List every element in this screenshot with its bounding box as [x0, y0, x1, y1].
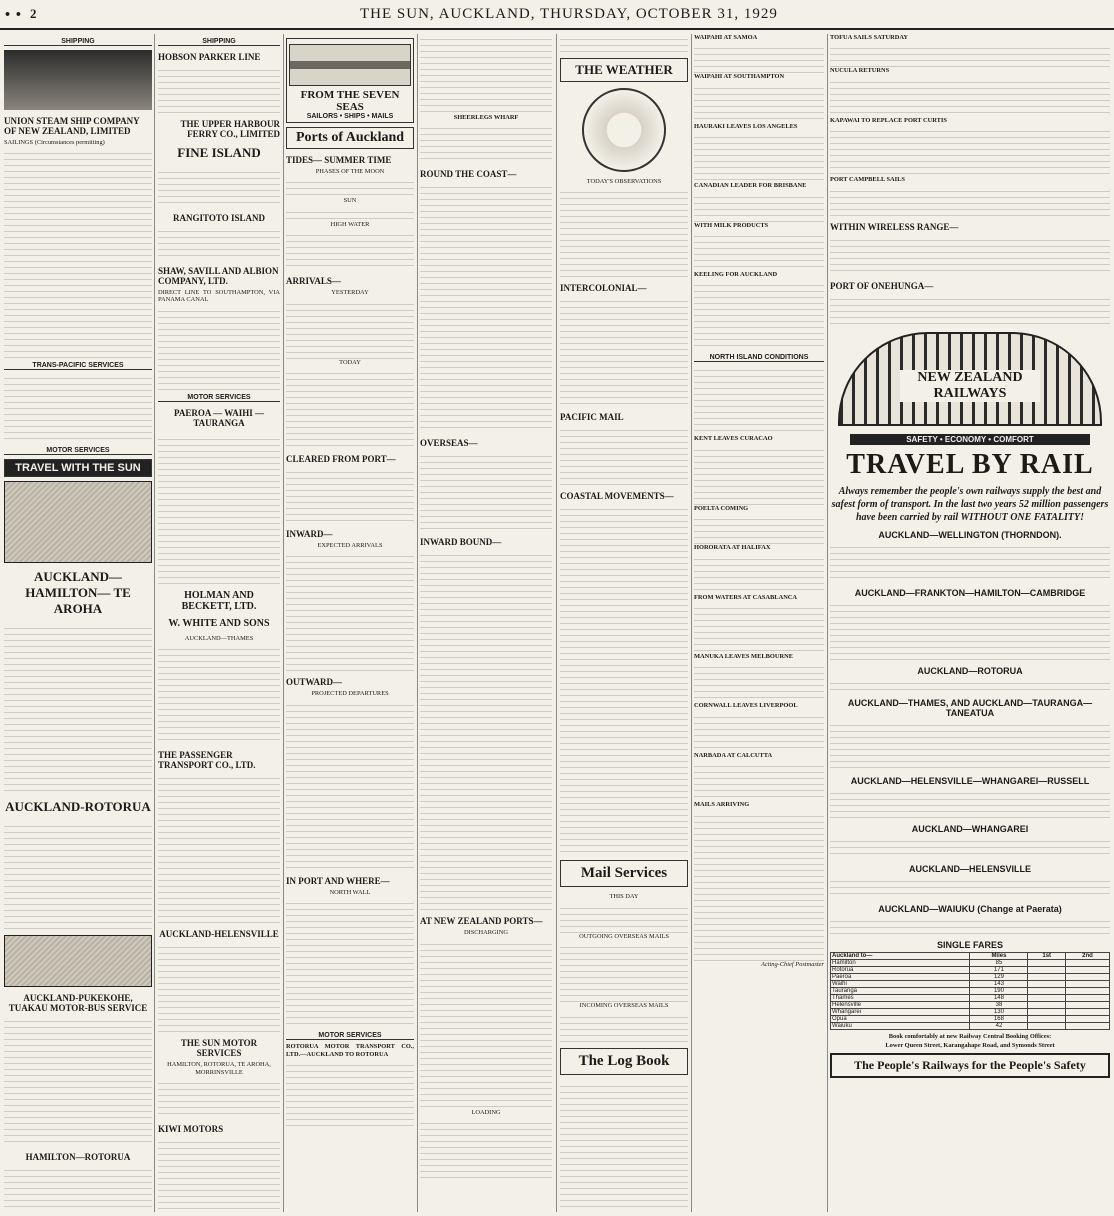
fares-cell: 171 [970, 966, 1028, 973]
column-ports [286, 34, 414, 1212]
text-block [694, 712, 824, 752]
ad-title: THE PASSENGER TRANSPORT CO., LTD. [158, 750, 256, 771]
fares-cell: Auckland to— [831, 952, 970, 959]
headline: KENT LEAVES CURACAO [694, 435, 773, 443]
sub-heading: INCOMING OVERSEAS MAILS [579, 1002, 669, 1010]
sub-heading: SUN [343, 197, 357, 205]
ports-heading-box [286, 127, 414, 149]
section-heading: ROUND THE COAST— [420, 169, 517, 180]
text-block [420, 34, 552, 114]
section-heading: AT NEW ZEALAND PORTS— [420, 916, 543, 927]
text-block [420, 939, 552, 1109]
fares-cell: Opua [831, 1015, 970, 1022]
text-block [158, 942, 280, 1032]
text-block [694, 514, 824, 544]
logo-subtitle: SAFETY • ECONOMY • COMFORT [850, 434, 1090, 445]
news-left [830, 34, 1110, 216]
text-block [694, 761, 824, 801]
text-block [694, 280, 824, 350]
fares-cell: 2nd [1065, 952, 1109, 959]
banner-title: FROM THE SEVEN SEAS [300, 89, 400, 113]
fares-cell: Waiuku [831, 1022, 970, 1029]
headline: KAPAWAI TO REPLACE PORT CURTIS [830, 116, 947, 124]
fares-cell [1028, 1008, 1066, 1015]
fares-cell [1065, 973, 1109, 980]
ad-title: KIWI MOTORS [158, 1124, 224, 1135]
text-block [830, 126, 1110, 176]
text-block [694, 132, 824, 182]
fares-row [831, 952, 1110, 959]
text-block [694, 231, 824, 271]
text-block [158, 226, 280, 260]
route-heading: AUCKLAND—THAMES, AND AUCKLAND—TAURANGA—TANEATUA [847, 697, 1093, 718]
fares-body [831, 952, 1110, 1029]
ad-title: AUCKLAND-PUKEKOHE, TUAKAU MOTOR-BUS SERVICE [8, 993, 148, 1014]
fares-cell [1028, 959, 1066, 966]
page-marker: • • [4, 8, 22, 21]
ad-subtitle: AUCKLAND—THAMES [184, 634, 254, 642]
text-block [560, 903, 688, 933]
fares-cell [1028, 1022, 1066, 1029]
banner-subtitle: SAILORS • SHIPS • MAILS [306, 113, 394, 120]
fares-cell [1065, 1001, 1109, 1008]
ad-title: HAMILTON—ROTORUA [25, 1152, 131, 1163]
headline: MAILS ARRIVING [694, 801, 750, 809]
rail-slogan: Always remember the people's own railways supply the best and safest form of transport. In the last two years 52 million passengers have been carried by rail WITHOUT ONE FATALITY! [831, 485, 1109, 523]
section-heading: SHIPPING [4, 38, 152, 46]
railways-logo-text: NEW ZEALAND RAILWAYS [900, 370, 1040, 402]
text-block [286, 551, 414, 671]
fares-row [831, 973, 1110, 980]
sub-heading: LOADING [471, 1108, 501, 1116]
text-block [420, 550, 552, 910]
text-block [560, 425, 688, 485]
ad-title: AUCKLAND— HAMILTON— TE AROHA [25, 569, 131, 617]
route-heading: AUCKLAND—WAIUKU (Change at Paerata) [878, 903, 1062, 914]
fares-row [831, 959, 1110, 966]
section-heading: CLEARED FROM PORT— [286, 454, 396, 465]
section-heading: ARRIVALS— [286, 276, 341, 287]
column-coast [420, 34, 552, 1212]
fares-cell: 143 [970, 980, 1028, 987]
column-rule [556, 34, 557, 1212]
ad-title: SHAW, SAVILL AND ALBION COMPANY, LTD. [158, 266, 279, 286]
booking-note: Book comfortably at new Railway Central Booking Offices: [888, 1032, 1052, 1040]
headline: WAIPAHI AT SOUTHAMPTON [694, 73, 785, 81]
section-heading: PACIFIC MAIL [560, 412, 624, 423]
fares-row [831, 1015, 1110, 1022]
sub-heading: OUTGOING OVERSEAS MAILS [579, 932, 669, 940]
timetable [830, 600, 1110, 660]
fares-cell [1028, 994, 1066, 1001]
ship-illustration [289, 44, 411, 86]
section-heading: WITHIN WIRELESS RANGE— [830, 221, 959, 232]
ad-subtitle: DIRECT LINE TO SOUTHAMPTON, VIA PANAMA CANAL [158, 289, 280, 304]
timetable [830, 836, 1110, 858]
bus-photo [4, 935, 152, 987]
timetable [830, 720, 1110, 770]
route-heading: AUCKLAND—ROTORUA [917, 665, 1023, 676]
bus-photo [4, 481, 152, 563]
section-heading: MOTOR SERVICES [158, 394, 280, 402]
text-block [694, 83, 824, 123]
ad-title: W. WHITE AND SONS [168, 617, 270, 629]
ad-title: HOBSON PARKER LINE [158, 52, 261, 62]
fares-cell: Paeroa [831, 973, 970, 980]
section-heading: MOTOR SERVICES [4, 447, 152, 455]
fares-cell [1028, 980, 1066, 987]
text-block [694, 554, 824, 594]
sub-heading: SHEERLEGS WHARF [453, 114, 519, 121]
fares-cell [1028, 1001, 1066, 1008]
text-block [420, 1118, 552, 1178]
ad-title: UNION STEAM SHIP COMPANY OF NEW ZEALAND, LIMITED [4, 116, 140, 136]
headline: FROM WATERS AT CASABLANCA [694, 593, 798, 601]
fares-cell: Miles [970, 952, 1028, 959]
fares-cell: Waihi [831, 980, 970, 987]
timetable-block [158, 306, 280, 390]
section-heading: SHIPPING [158, 38, 280, 46]
section-heading: INTERCOLONIAL— [560, 283, 647, 294]
booking-note: Lower Queen Street, Karangahape Road, and Symonds Street [885, 1042, 1055, 1050]
text-block [694, 43, 824, 73]
ad-subtitle: HAMILTON, ROTORUA, TE AROHA, MORRINSVILLE [167, 1061, 271, 1076]
fares-row [831, 1001, 1110, 1008]
seven-seas-banner [286, 38, 414, 123]
headline: NARBADA AT CALCUTTA [694, 751, 773, 759]
sub-heading: PHASES OF THE MOON [315, 168, 385, 175]
ports-heading: Ports of Auckland [295, 130, 405, 145]
text-block [4, 623, 152, 793]
text-block [694, 445, 824, 505]
text-block [560, 504, 688, 854]
text-block [830, 294, 1110, 324]
fares-cell: 190 [970, 987, 1028, 994]
headline: WAIPAHI AT SAMOA [694, 34, 758, 41]
ad-title: THE SUN MOTOR SERVICES [180, 1038, 258, 1059]
sub-heading: EXPECTED ARRIVALS [317, 542, 383, 550]
text-block [286, 177, 414, 197]
route-heading: AUCKLAND—WELLINGTON (THORNDON). [878, 529, 1062, 540]
headline: HORORATA AT HALIFAX [694, 544, 771, 552]
fares-cell: Tauranga [831, 987, 970, 994]
fares-cell [1028, 987, 1066, 994]
travel-banner [4, 459, 152, 477]
fares-cell [1028, 966, 1066, 973]
railway-footer: The People's Railways for the People's Safety [830, 1053, 1110, 1078]
headline: MANUKA LEAVES MELBOURNE [694, 653, 793, 661]
ad-title: PAEROA — WAIHI — TAURANGA [174, 407, 264, 428]
section-heading: OUTWARD— [286, 677, 343, 688]
fares-row [831, 1022, 1110, 1029]
fares-cell [1065, 1015, 1109, 1022]
ad-title: THE UPPER HARBOUR FERRY CO., LIMITED [180, 119, 280, 139]
text-block [420, 182, 552, 432]
fares-cell: Thames [831, 994, 970, 1001]
text-block [560, 187, 688, 277]
section-heading: MOTOR SERVICES [286, 1032, 414, 1040]
text-block [4, 148, 152, 358]
masthead [0, 6, 1114, 30]
section-heading: COASTAL MOVEMENTS— [560, 491, 674, 502]
ad-title: FINE ISLAND [177, 145, 261, 160]
fares-cell [1028, 1015, 1066, 1022]
fares-cell [1065, 980, 1109, 987]
section-heading: NORTH ISLAND CONDITIONS [694, 354, 824, 362]
sub-heading: TODAY'S OBSERVATIONS [586, 178, 662, 185]
text-block [286, 230, 414, 270]
flag-illustration [4, 50, 152, 110]
fares-cell [1028, 973, 1066, 980]
timetable [830, 876, 1110, 898]
section-heading: PORT OF ONEHUNGA— [830, 280, 934, 291]
fares-heading: SINGLE FARES [936, 939, 1003, 950]
text-block [286, 368, 414, 448]
headline: HAURAKI LEAVES LOS ANGELES [694, 122, 798, 130]
text-block [286, 700, 414, 870]
headline: WITH MILK PRODUCTS [694, 221, 769, 229]
sub-heading: DISCHARGING [463, 929, 509, 937]
fares-table [830, 952, 1110, 1030]
fares-cell: 129 [970, 973, 1028, 980]
fares-cell [1065, 994, 1109, 1001]
text-block [830, 77, 1110, 117]
text-block [158, 1078, 280, 1118]
ad-title: AUCKLAND-HELENSVILLE [159, 929, 279, 940]
travel-banner-text: TRAVEL WITH THE SUN [15, 462, 141, 475]
railways-logo [838, 332, 1102, 426]
fares-row [831, 980, 1110, 987]
headline: TOFUA SAILS SATURDAY [830, 34, 909, 41]
fares-cell [1065, 966, 1109, 973]
fares-row [831, 966, 1110, 973]
text-block [158, 773, 280, 923]
weather-table [694, 365, 824, 435]
fares-cell: 1st [1028, 952, 1066, 959]
route-heading: AUCKLAND—FRANKTON—HAMILTON—CAMBRIDGE [854, 587, 1086, 598]
ad-title: RANGITOTO ISLAND [173, 213, 265, 223]
fares-cell: 130 [970, 1008, 1028, 1015]
sub-heading: YESTERDAY [331, 289, 369, 297]
column-rule [154, 34, 155, 1212]
text-block [830, 186, 1110, 216]
ad-title: AUCKLAND-ROTORUA [5, 799, 151, 815]
sub-heading: NORTH WALL [329, 888, 371, 896]
fares-row [831, 1008, 1110, 1015]
ad-title: HOLMAN AND BECKETT, LTD. [181, 589, 257, 612]
text-block [4, 1016, 152, 1146]
route-heading: AUCKLAND—WHANGAREI [911, 823, 1029, 834]
fares-cell: 148 [970, 994, 1028, 1001]
text-block [158, 1137, 280, 1212]
section-heading: TRANS-PACIFIC SERVICES [4, 362, 152, 370]
text-block [286, 898, 414, 1028]
sub-heading: HIGH WATER [330, 220, 370, 228]
fares-cell: 42 [970, 1022, 1028, 1029]
sub-heading: PROJECTED DEPARTURES [311, 690, 389, 698]
section-heading: TIDES— SUMMER TIME [286, 155, 392, 165]
sub-heading: TODAY [339, 358, 361, 366]
headline: POELTA COMING [694, 504, 749, 512]
text-block [158, 644, 280, 744]
timetable [830, 788, 1110, 818]
text-block [560, 942, 688, 1002]
text-block [560, 296, 688, 406]
column-rule [417, 34, 418, 1212]
route-heading: AUCKLAND—HELENSVILLE [908, 863, 1031, 874]
fares-cell [1065, 987, 1109, 994]
log-book-heading: The Log Book [560, 1048, 688, 1075]
text-block [4, 1165, 152, 1212]
fares-cell [1065, 959, 1109, 966]
ad-title: ROTORUA MOTOR TRANSPORT CO., LTD.—AUCKLAND TO ROTORUA [286, 1043, 414, 1058]
route-heading: AUCKLAND—HELENSVILLE—WHANGAREI—RUSSELL [850, 775, 1090, 786]
column-rule [283, 34, 284, 1212]
column-railways [830, 34, 1110, 1212]
column-weather [560, 34, 688, 1212]
headline: NUCULA RETURNS [830, 67, 890, 75]
section-heading: INWARD BOUND— [420, 537, 502, 548]
headline: KEELING FOR AUCKLAND [694, 271, 778, 279]
page-number: 2 [30, 6, 37, 21]
headline: CORNWALL LEAVES LIVERPOOL [694, 702, 798, 710]
column-shipping-1 [4, 34, 152, 1212]
newspaper-title: THE SUN, AUCKLAND, THURSDAY, OCTOBER 31, 1929 [360, 6, 778, 22]
mail-services-heading: Mail Services [560, 860, 688, 887]
signature: Acting-Chief Postmaster [760, 960, 824, 968]
text-block [694, 811, 824, 961]
text-block [286, 207, 414, 221]
headline: PORT CAMPBELL SAILS [830, 176, 905, 184]
travel-by-rail-heading: TRAVEL BY RAIL [846, 448, 1094, 480]
text-block [420, 451, 552, 531]
text-block [158, 434, 280, 584]
fares-cell: Rotorua [831, 966, 970, 973]
column-rule [827, 34, 828, 1212]
column-shipping-2 [158, 34, 280, 1212]
text-block [158, 65, 280, 113]
weather-heading: THE WEATHER [560, 58, 688, 82]
ad-subtitle: SAILINGS (Circumstances permitting) [4, 139, 105, 146]
text-block [830, 43, 1110, 67]
text-block [286, 1060, 414, 1130]
fares-cell: Hamilton [831, 959, 970, 966]
headline: CANADIAN LEADER FOR BRISBANE [694, 182, 807, 190]
fares-cell: 85 [970, 959, 1028, 966]
fares-cell: Helensville [831, 1001, 970, 1008]
text-block [4, 373, 152, 443]
text-block [830, 235, 1110, 275]
text-block [420, 123, 552, 163]
fares-row [831, 987, 1110, 994]
top-news-row [830, 34, 1110, 216]
timetable [830, 916, 1110, 934]
fares-cell: 168 [970, 1015, 1028, 1022]
text-block [694, 603, 824, 653]
fares-cell: Whangarei [831, 1008, 970, 1015]
column-news [694, 34, 824, 1212]
fares-row [831, 994, 1110, 1001]
text-block [560, 34, 688, 54]
fares-cell: 38 [970, 1001, 1028, 1008]
text-block [4, 821, 152, 931]
text-block [560, 1012, 688, 1042]
text-block [694, 192, 824, 222]
timetable [830, 678, 1110, 692]
timetable [830, 542, 1110, 582]
text-block [158, 167, 280, 207]
column-rule [691, 34, 692, 1212]
section-heading: INWARD— [286, 529, 333, 540]
text-block [286, 299, 414, 359]
fares-cell [1065, 1022, 1109, 1029]
section-heading: OVERSEAS— [420, 438, 478, 449]
barometer-icon [582, 88, 666, 172]
sub-heading: THIS DAY [609, 893, 639, 901]
section-heading: IN PORT AND WHERE— [286, 875, 390, 886]
text-block [286, 467, 414, 523]
text-block [560, 1081, 688, 1212]
text-block [694, 662, 824, 702]
fares-cell [1065, 1008, 1109, 1015]
